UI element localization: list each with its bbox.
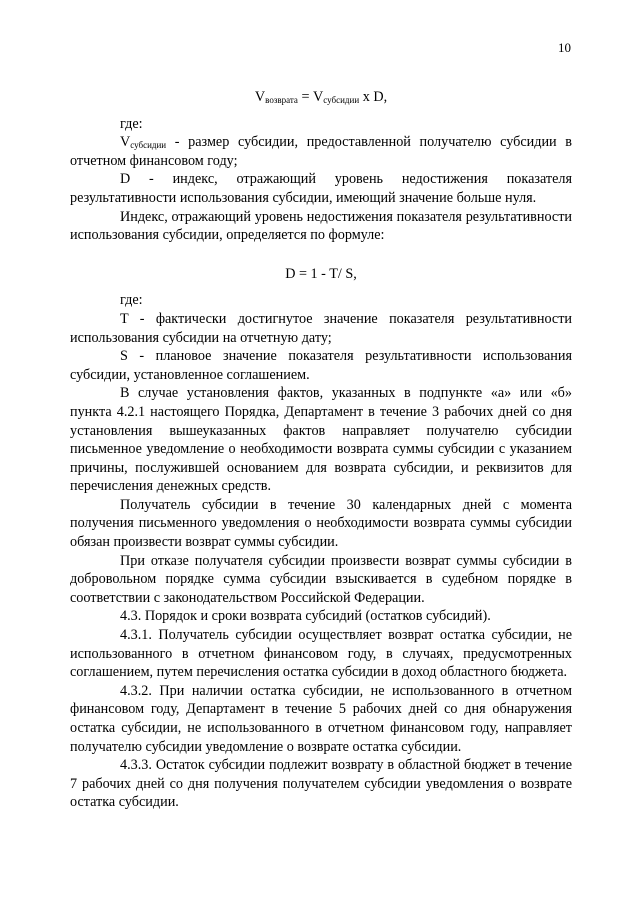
formula-v-return [70,88,572,107]
paragraph-recipient-return: Получатель субсидии в течение 30 календарных дней с момента получения письменного уведомления о необходимости возврата суммы субсидии обязан произвести возврат суммы субсидии. [70,496,572,551]
paragraph-refusal: При отказе получателя субсидии произвести возврат суммы субсидии в добровольном порядке сумма субсидии взыскивается в судебном порядке в соответствии с законодательством Российской Федерации. [70,552,572,606]
def-v-subscript: субсидии [130,140,167,151]
formula-v-lhs-sub: возврата [265,95,298,105]
formula-v-rhs-sub: субсидии [323,95,360,105]
formula-v-tail: x D, [359,89,388,105]
index-formula-intro: Индекс, отражающий уровень недостижения показателя результативности использования субсидии, определяется по формуле: [70,208,572,244]
definition-s-planned: S - плановое значение показателя результативности использования субсидии, установленное соглашением. [70,348,572,383]
page-number: 10 [558,40,571,55]
definition-d-index: D - индекс, отражающий уровень недостижения показателя результативности использования субсидии, имеющий значение больше нуля. [70,171,572,206]
definition-v-subsidy [70,133,572,170]
formula-v-rhs: V [313,89,324,105]
def-v-symbol: V [120,134,131,151]
section-4-3-heading: 4.3. Порядок и сроки возврата субсидий (остатков субсидий). [120,608,491,625]
where-label-1: где: [120,115,143,132]
section-4-3-2: 4.3.2. При наличии остатка субсидии, не использованного в отчетном финансовом году, Департамент в течение 5 рабочих дней со дня обнаружения остатка субсидии, не использованного в отчетном финансовом году, направляет получателю субсидии уведомление о возврате остатка субсидии. [70,682,572,755]
definition-t-actual: T - фактически достигнутое значение показателя результативности использования субсидии на отчетную дату; [70,310,572,346]
formula-v-eq: = [297,89,314,105]
formula-v-lhs: V [254,89,266,105]
def-v-text: - размер субсидии, предоставленной получателю субсидии в отчетном финансовом году; [70,134,572,169]
where-label-2: где: [120,292,143,309]
section-4-3-3: 4.3.3. Остаток субсидии подлежит возврату в областной бюджет в течение 7 рабочих дней со дня получения получателем субсидии уведомления о возврате остатка субсидии. [70,757,572,811]
document-body [70,88,572,812]
formula-d-index: D = 1 - T/ S, [285,265,357,282]
section-4-3-1: 4.3.1. Получатель субсидии осуществляет возврат остатка субсидии, не использованного в отчетном финансовом году, в случаях, предусмотренных соглашением, путем перечисления остатка субсидии в доход областного бюджета. [70,627,572,681]
paragraph-facts-established: В случае установления фактов, указанных в подпункте «а» или «б» пункта 4.2.1 настоящего Порядка, Департамент в течение 3 рабочих дней со дня установления вышеуказанных фактов направляет получателю субсидии письменное уведомление о необходимости возврата суммы субсидии с указанием причины, послужившей основанием для возврата субсидии, и реквизитов для перечисления денежных средств. [70,385,572,495]
